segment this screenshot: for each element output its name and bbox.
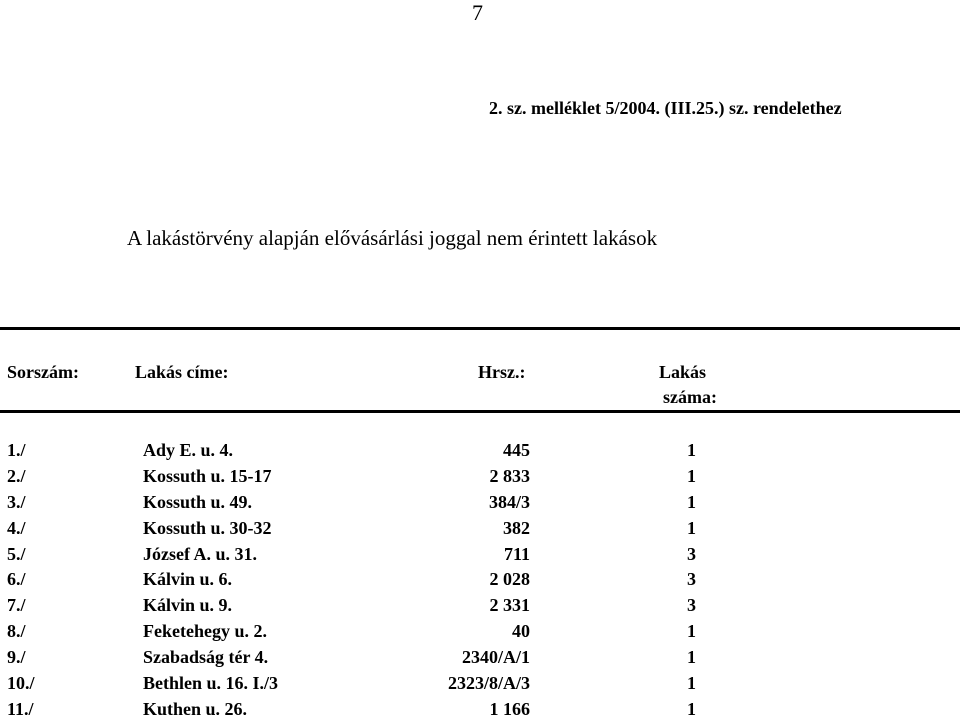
row-address: Bethlen u. 16. I./3 [143, 673, 279, 694]
row-count: 3 [687, 595, 696, 616]
row-count: 1 [687, 621, 696, 642]
annex-reference: 2. sz. melléklet 5/2004. (III.25.) sz. rendelethez [489, 98, 842, 118]
table-row [0, 697, 960, 723]
row-hrsz: 2 331 [489, 595, 530, 616]
row-hrsz: 40 [512, 621, 530, 642]
table-row [0, 542, 960, 568]
table-body [0, 438, 960, 723]
row-address: Kuthen u. 26. [143, 698, 248, 719]
row-number: 9./ [7, 647, 26, 668]
row-hrsz: 445 [503, 440, 530, 460]
row-hrsz: 384/3 [488, 491, 530, 512]
row-number: 6./ [7, 569, 26, 590]
row-address: Szabadság tér 4. [143, 647, 269, 668]
row-count: 1 [687, 465, 696, 486]
row-number: 10./ [7, 673, 35, 694]
table-header-rule [0, 410, 960, 413]
row-count: 1 [687, 517, 696, 538]
row-hrsz: 2 028 [489, 569, 530, 590]
row-address: Feketehegy u. 2. [143, 621, 267, 642]
row-hrsz: 1 166 [489, 698, 530, 719]
row-hrsz: 382 [503, 517, 530, 538]
row-number: 8./ [7, 621, 26, 642]
header-hrsz: Hrsz.: [478, 362, 526, 382]
table-row [0, 567, 960, 593]
row-address: Kossuth u. 15-17 [143, 465, 272, 486]
row-address: Kálvin u. 9. [143, 595, 233, 616]
row-address: József A. u. 31. [143, 543, 257, 564]
table-row [0, 645, 960, 671]
row-number: 7./ [7, 595, 26, 616]
row-number: 4./ [7, 517, 26, 538]
row-hrsz: 2323/8/A/3 [447, 673, 530, 694]
row-hrsz: 2340/A/1 [461, 647, 530, 668]
page-title: A lakástörvény alapján elővásárlási joggal nem érintett lakások [127, 226, 658, 250]
row-hrsz: 711 [503, 543, 530, 564]
row-address: Kossuth u. 30-32 [143, 517, 272, 538]
row-count: 1 [687, 440, 696, 460]
row-address: Ady E. u. 4. [143, 440, 234, 460]
row-hrsz: 2 833 [489, 465, 530, 486]
table-row [0, 671, 960, 697]
header-address: Lakás címe: [135, 362, 229, 382]
page-number: 7 [472, 0, 483, 25]
row-count: 1 [687, 647, 696, 668]
row-number: 2./ [7, 465, 26, 486]
header-count-line2: száma: [663, 387, 717, 407]
table-row [0, 490, 960, 516]
table-row [0, 516, 960, 542]
table-row [0, 619, 960, 645]
row-number: 5./ [7, 543, 26, 564]
table-row [0, 593, 960, 619]
row-count: 1 [687, 698, 696, 719]
row-address: Kálvin u. 6. [143, 569, 233, 590]
row-count: 1 [687, 491, 696, 512]
row-count: 1 [687, 673, 696, 694]
row-count: 3 [687, 543, 696, 564]
table-row [0, 464, 960, 490]
row-address: Kossuth u. 49. [143, 491, 253, 512]
header-count-line1: Lakás [659, 362, 707, 382]
row-number: 1./ [7, 440, 26, 460]
row-number: 11./ [7, 698, 34, 719]
table-top-rule [0, 327, 960, 330]
row-number: 3./ [7, 491, 26, 512]
header-number: Sorszám: [7, 362, 79, 382]
row-count: 3 [687, 569, 696, 590]
table-row [0, 438, 960, 464]
